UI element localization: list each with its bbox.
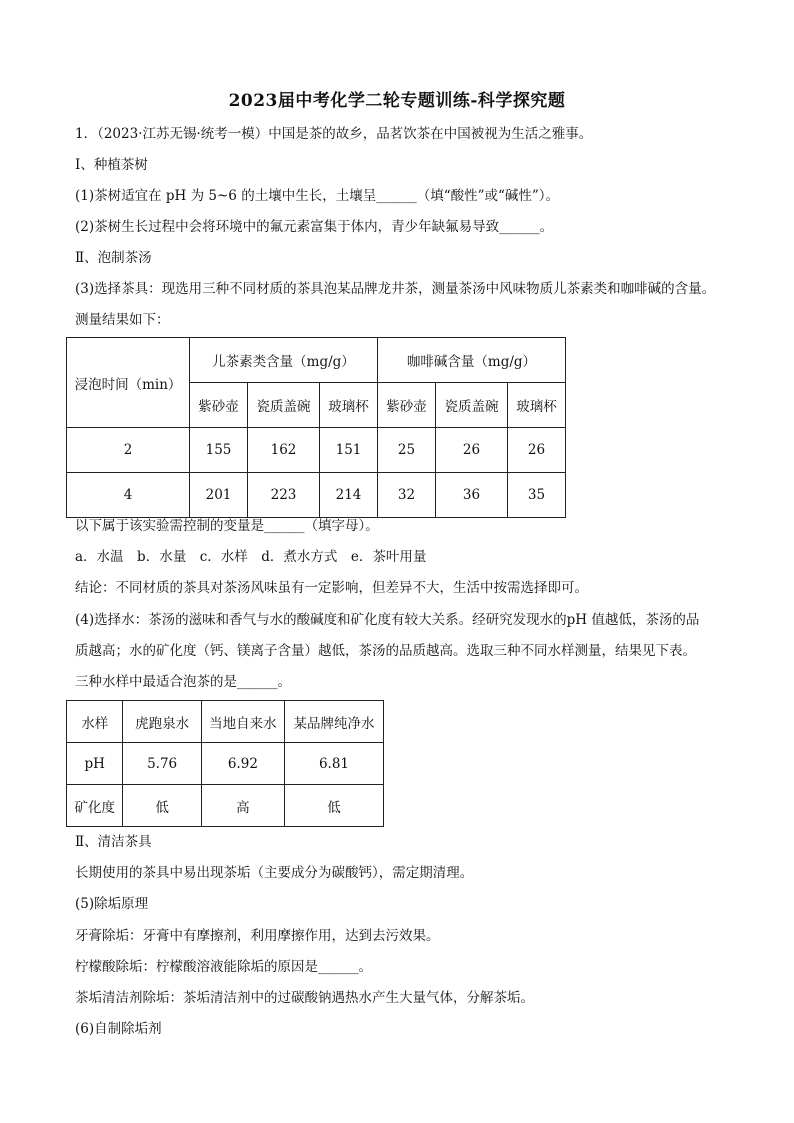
table-cell: 26 <box>436 428 508 473</box>
section-heading: Ⅰ、种植茶树 <box>75 157 148 173</box>
table-row <box>67 743 384 785</box>
table-cell: 35 <box>508 473 566 518</box>
table-cell: 6.81 <box>284 743 383 785</box>
table-row <box>67 473 566 518</box>
paragraph-line: 质越高；水的矿化度（钙、镁离子含量）越低，茶汤的品质越高。选取三种不同水样测量，结果见下表。 <box>75 643 696 659</box>
table-group-header: 儿茶素类含量（mg/g） <box>190 338 378 383</box>
table-subheader: 紫砂壶 <box>190 383 248 428</box>
section-heading: Ⅱ、泡制茶汤 <box>75 250 152 266</box>
paragraph-line: 三种水样中最适合泡茶的是______。 <box>75 674 291 690</box>
table-cell: 低 <box>123 785 201 827</box>
table-group-header: 咖啡碱含量（mg/g） <box>378 338 566 383</box>
paragraph-line: 茶垢清洁剂除垢：茶垢清洁剂中的过碳酸钠遇热水产生大量气体，分解茶垢。 <box>75 990 534 1006</box>
table-cell: 223 <box>248 473 320 518</box>
question-6: (6)自制除垢剂 <box>75 1021 162 1037</box>
table-subheader: 玻璃杯 <box>508 383 566 428</box>
table-cell: 低 <box>284 785 383 827</box>
tea-set-table <box>66 337 566 518</box>
table-cell: 2 <box>67 428 190 473</box>
section-heading: Ⅱ、清洁茶具 <box>75 834 152 850</box>
table-cell: 36 <box>436 473 508 518</box>
paragraph-line: 测量结果如下： <box>75 312 170 328</box>
water-sample-table <box>66 700 384 827</box>
table-header: 某品牌纯净水 <box>284 701 383 743</box>
table-subheader: 瓷质盖碗 <box>248 383 320 428</box>
table-cell: 201 <box>190 473 248 518</box>
table-cell: 25 <box>378 428 436 473</box>
table-cell: 26 <box>508 428 566 473</box>
table-cell: 32 <box>378 473 436 518</box>
table-cell: 214 <box>320 473 378 518</box>
question-1: (1)茶树适宜在 pH 为 5~6 的土壤中生长，土壤呈______（填“酸性”或“碱性”）。 <box>75 188 560 204</box>
table-cell: 4 <box>67 473 190 518</box>
document-title: 2023届中考化学二轮专题训练-科学探究题 <box>228 91 566 111</box>
question-4: (4)选择水：茶汤的滋味和香气与水的酸碱度和矿化度有较大关系。经研究发现水的pH 值越低，茶汤的品 <box>75 612 700 628</box>
table-row <box>67 785 384 827</box>
table-header: 水样 <box>67 701 123 743</box>
paragraph-line: 长期使用的茶具中易出现茶垢（主要成分为碳酸钙），需定期清理。 <box>75 865 474 881</box>
question-intro: 1．（2023·江苏无锡·统考一模）中国是茶的故乡，品茗饮茶在中国被视为生活之雅事。 <box>75 126 593 142</box>
table-cell: 151 <box>320 428 378 473</box>
table-cell: 高 <box>201 785 284 827</box>
table-subheader: 玻璃杯 <box>320 383 378 428</box>
question-2: (2)茶树生长过程中会将环境中的氟元素富集于体内，青少年缺氟易导致______。 <box>75 219 554 235</box>
paragraph-line: 结论：不同材质的茶具对茶汤风味虽有一定影响，但差异不大，生活中按需选择即可。 <box>75 580 588 596</box>
table-row <box>67 428 566 473</box>
table-header: 虎跑泉水 <box>123 701 201 743</box>
question-3: (3)选择茶具：现选用三种不同材质的茶具泡某品牌龙井茶，测量茶汤中风味物质儿茶素类和咖啡碱的含量。 <box>75 281 716 297</box>
table-subheader: 紫砂壶 <box>378 383 436 428</box>
table-cell: 155 <box>190 428 248 473</box>
question-5: (5)除垢原理 <box>75 896 149 912</box>
table-cell: 6.92 <box>201 743 284 785</box>
table-subheader: 瓷质盖碗 <box>436 383 508 428</box>
table-cell: 矿化度 <box>67 785 123 827</box>
table-cell: pH <box>67 743 123 785</box>
table-header: 当地自来水 <box>201 701 284 743</box>
table-cell: 162 <box>248 428 320 473</box>
table-row <box>67 701 384 743</box>
paragraph-line: 牙膏除垢：牙膏中有摩擦剂，利用摩擦作用，达到去污效果。 <box>75 928 440 944</box>
table-row-header: 浸泡时间（min） <box>67 338 190 428</box>
option-list: a．水温 b．水量 c．水样 d．煮水方式 e．茶叶用量 <box>75 549 427 565</box>
table-cell: 5.76 <box>123 743 201 785</box>
paragraph-line: 柠檬酸除垢：柠檬酸溶液能除垢的原因是______。 <box>75 959 372 975</box>
paragraph-line: 以下属于该实验需控制的变量是______（填字母）。 <box>75 518 379 534</box>
